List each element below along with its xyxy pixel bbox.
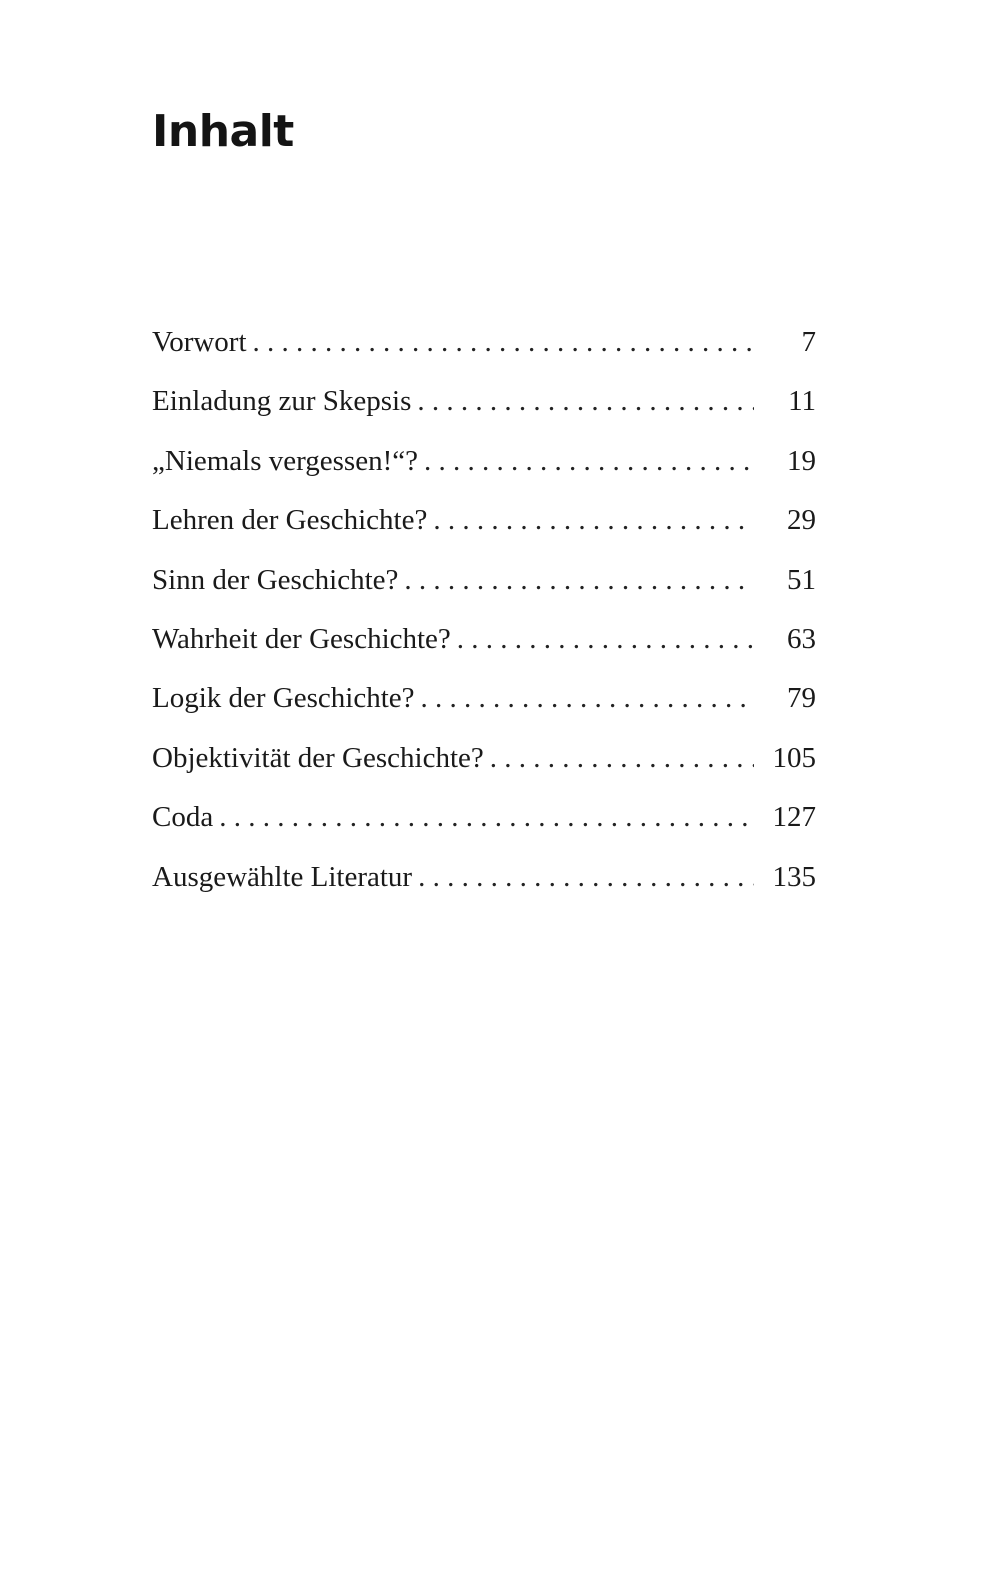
toc-entry-literatur	[152, 848, 816, 907]
toc-entry-page: 135	[772, 860, 816, 893]
toc-entry-niemals-vergessen	[152, 432, 816, 491]
dot-leader	[421, 669, 754, 728]
dot-leader	[433, 491, 754, 550]
page-title: Inhalt	[152, 106, 294, 157]
toc-entry-label: Coda	[152, 801, 214, 834]
toc-entry-page: 7	[801, 326, 816, 358]
toc-entry-label: Objektivität der Geschichte?	[152, 741, 484, 774]
toc-entry-page: 63	[787, 622, 816, 655]
toc-entry-label: Vorwort	[152, 326, 247, 358]
toc-entry-label: Logik der Geschichte?	[152, 682, 415, 715]
toc-entry-label: „Niemals vergessen!“?	[152, 444, 418, 477]
dot-leader	[457, 610, 754, 669]
toc-entry-label: Sinn der Geschichte?	[152, 563, 399, 596]
dot-leader	[219, 788, 754, 847]
dot-leader	[404, 551, 754, 610]
dot-leader	[253, 313, 754, 372]
toc-entry-page: 79	[787, 682, 816, 715]
toc-entry-objektivitaet	[152, 729, 816, 788]
dot-leader	[417, 372, 754, 431]
toc-entry-page: 11	[788, 385, 816, 418]
toc-entry-lehren	[152, 491, 816, 550]
toc-entry-coda	[152, 788, 816, 847]
toc-entry-vorwort	[152, 313, 816, 372]
toc-entry-page: 19	[787, 444, 816, 477]
toc-entry-logik	[152, 669, 816, 728]
toc-entry-page: 29	[787, 504, 816, 537]
toc-entry-page: 105	[772, 741, 816, 774]
toc-entry-sinn	[152, 551, 816, 610]
toc-entry-label: Einladung zur Skepsis	[152, 385, 412, 418]
toc-entry-label: Wahrheit der Geschichte?	[152, 622, 451, 655]
toc-entry-label: Lehren der Geschichte?	[152, 504, 428, 537]
toc-entry-label: Ausgewählte Literatur	[152, 860, 413, 893]
table-of-contents	[152, 313, 816, 907]
dot-leader	[490, 729, 754, 788]
toc-entry-einladung	[152, 372, 816, 431]
toc-entry-page: 51	[787, 563, 816, 596]
toc-entry-page: 127	[772, 801, 816, 834]
dot-leader	[418, 848, 754, 907]
dot-leader	[424, 432, 754, 491]
toc-entry-wahrheit	[152, 610, 816, 669]
